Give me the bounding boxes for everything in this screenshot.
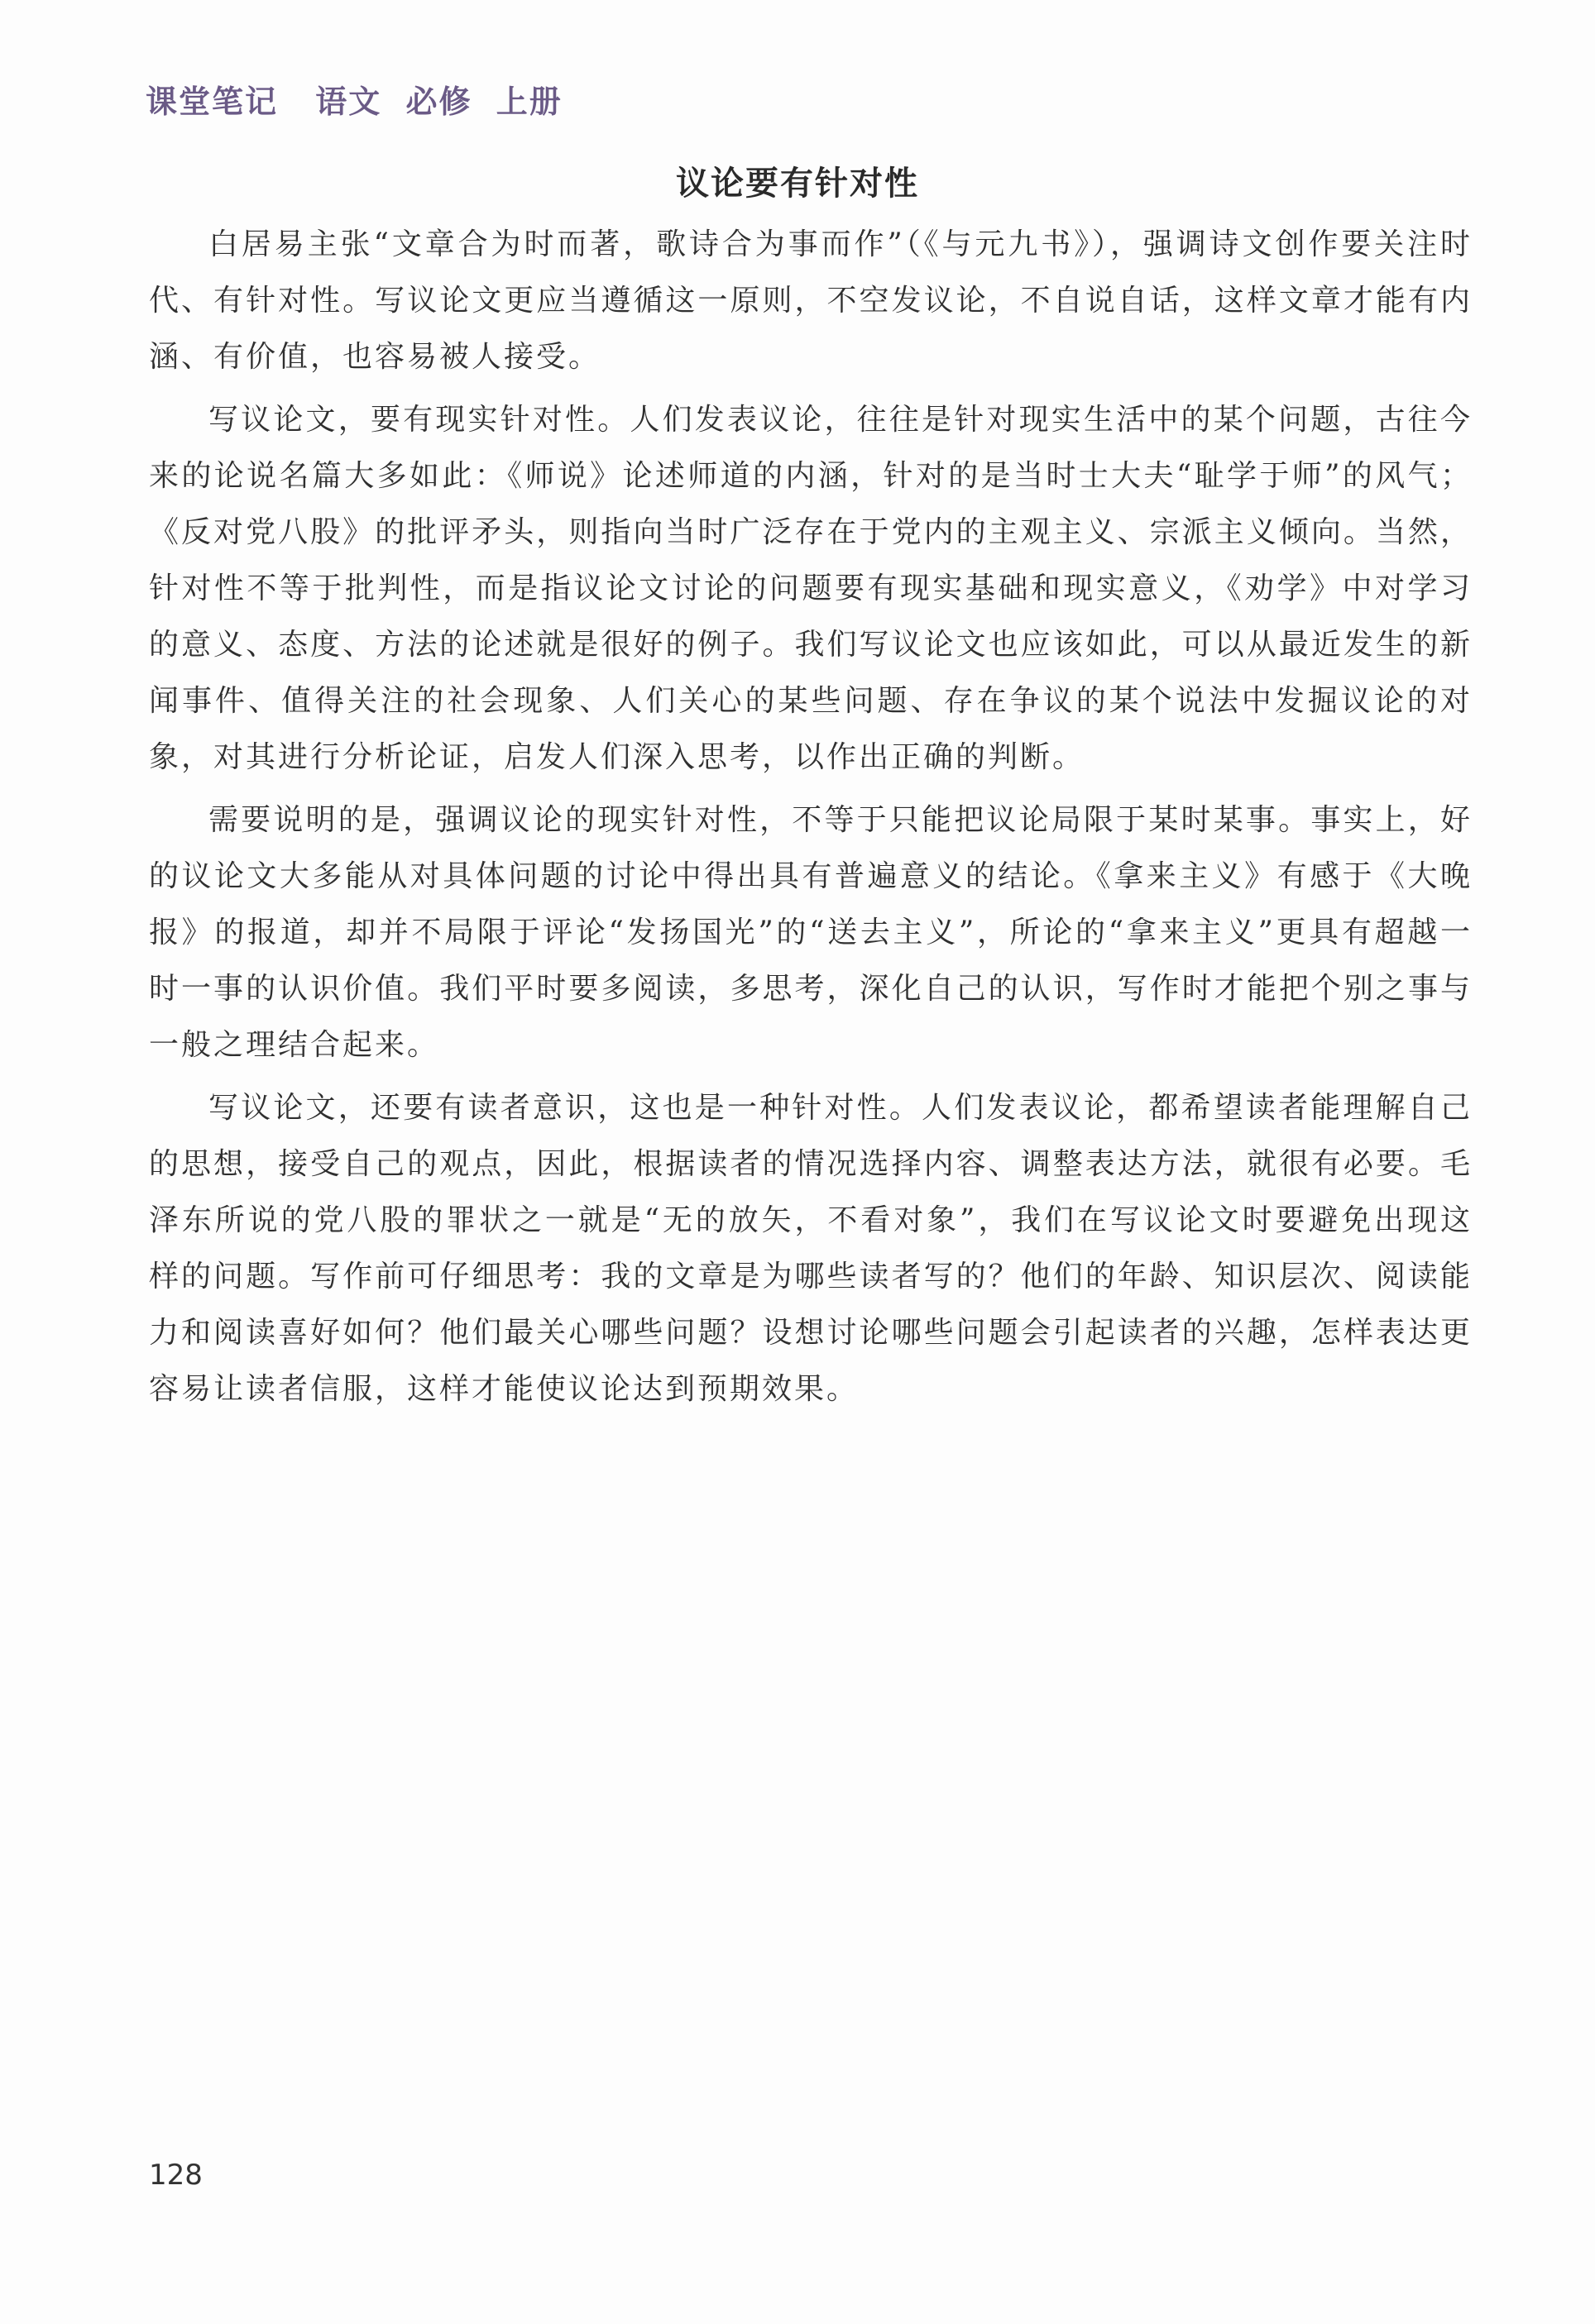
paragraph-1: 白居易主张“文章合为时而著，歌诗合为事而作”（《与元九书》），强调诗文创作要关注时代、有针对性。写议论文更应当遵循这一原则，不空发议论，不自说自话，这样文章才能有内涵、有价值，也容易被人接受。 [149, 227, 1473, 374]
article-body [149, 217, 1473, 1424]
header-part: 上册 [496, 84, 563, 120]
running-header [146, 76, 563, 122]
paragraph-4: 写议论文，还要有读者意识，这也是一种针对性。人们发表议论，都希望读者能理解自己的思想，接受自己的观点，因此，根据读者的情况选择内容、调整表达方法，就很有必要。毛泽东所说的党八股的罪状之一就是“无的放矢，不看对象”，我们在写议论文时要避免出现这样的问题。写作前可仔细思考：我的文章是为哪些读者写的？他们的年龄、知识层次、阅读能力和阅读喜好如何？他们最关心哪些问题？设想讨论哪些问题会引起读者的兴趣，怎样表达更容易让读者信服，这样才能使议论达到预期效果。 [149, 1091, 1473, 1406]
header-book-title: 课堂笔记 [146, 84, 279, 120]
paragraph-2: 写议论文，要有现实针对性。人们发表议论，往往是针对现实生活中的某个问题，古往今来的论说名篇大多如此：《师说》论述师道的内涵，针对的是当时士大夫“耻学于师”的风气；《反对党八股》的批评矛头，则指向当时广泛存在于党内的主观主义、宗派主义倾向。当然，针对性不等于批判性，而是指议论文讨论的问题要有现实基础和现实意义，《劝学》中对学习的意义、态度、方法的论述就是很好的例子。我们写议论文也应该如此，可以从最近发生的新闻事件、值得关注的社会现象、人们关心的某些问题、存在争议的某个说法中发掘议论的对象，对其进行分析论证，启发人们深入思考，以作出正确的判断。 [149, 403, 1473, 774]
page-number: 128 [149, 2159, 203, 2192]
article-title: 议论要有针对性 [676, 165, 919, 203]
header-subject: 语文 [315, 84, 382, 120]
header-volume: 必修 [405, 84, 472, 120]
paragraph-3: 需要说明的是，强调议论的现实针对性，不等于只能把议论局限于某时某事。事实上，好的议论文大多能从对具体问题的讨论中得出具有普遍意义的结论。《拿来主义》有感于《大晚报》的报道，却并不局限于评论“发扬国光”的“送去主义”，所论的“拿来主义”更具有超越一时一事的认识价值。我们平时要多阅读，多思考，深化自己的认识，写作时才能把个别之事与一般之理结合起来。 [149, 803, 1473, 1062]
